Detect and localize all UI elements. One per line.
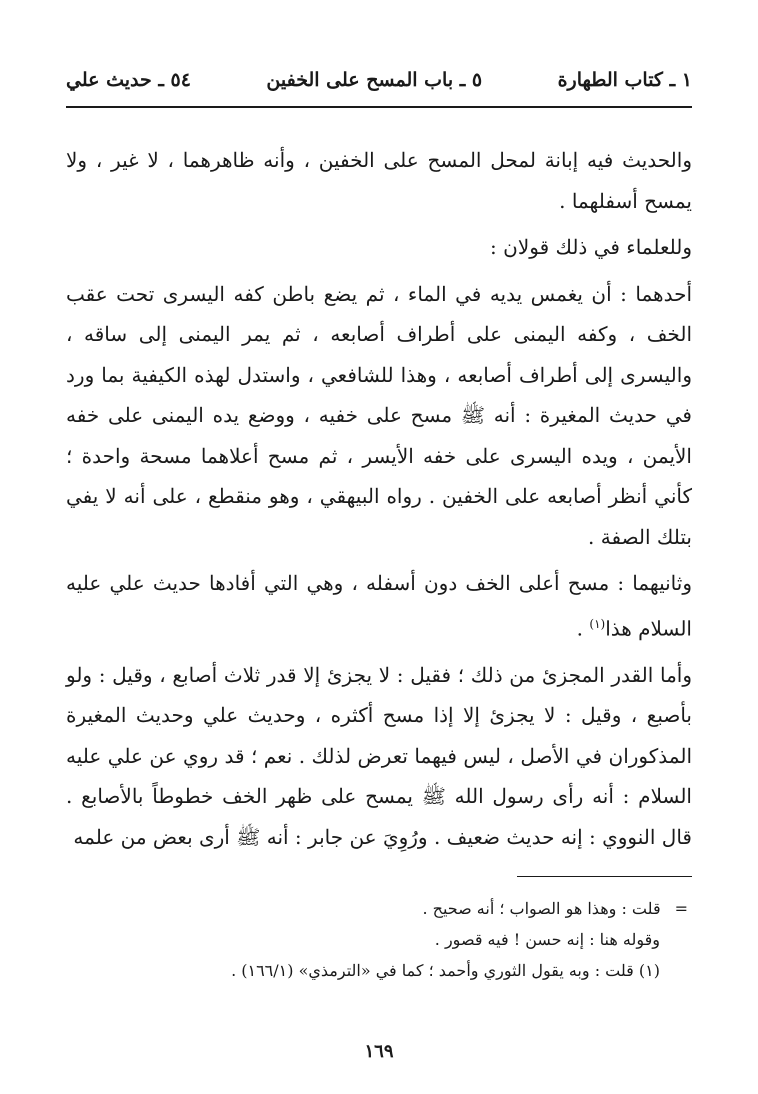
header-book-title: ١ ـ كتاب الطهارة [557, 69, 692, 91]
continuation-mark: = [674, 899, 688, 918]
paragraph-5: وأما القدر المجزئ من ذلك ؛ فقيل : لا يجزئ إلا قدر ثلاث أصابع ، وقيل : ولو بأصبع ، وقيل : لا يجزئ إلا إذا مسح أكثره ، وحديث علي وحديث المغيرة المذكوران في الأصل ، ليس فيهما تعرض لذلك . نعم ؛ قد روي عن علي عليه السلام : أنه رأى رسول الله ﷺ يمسح على ظهر الخف خطوطاً بالأصابع . قال النووي : إنه حديث ضعيف . ورُوِيَ عن جابر : أنه ﷺ أرى بعض من علمه [66, 662, 692, 849]
footnote-continuation-1 [66, 893, 688, 924]
paragraph-1: والحديث فيه إبانة لمحل المسح على الخفين ، وأنه ظاهرهما ، لا غير ، ولا يمسح أسفلهما . [66, 148, 692, 213]
footnote-continuation-2: وقوله هنا : إنه حسن ! فيه قصور . [434, 930, 660, 949]
paragraph-4 [66, 563, 692, 649]
footnote-1: (١) قلت : وبه يقول الثوري وأحمد ؛ كما في «الترمذي» (١٦٦/١) . [231, 961, 660, 980]
footnote-divider [517, 876, 692, 877]
footnotes [66, 893, 688, 986]
paragraph-4-text: وثانيهما : مسح أعلى الخف دون أسفله ، وهي التي أفادها حديث علي عليه السلام هذا [66, 571, 692, 641]
running-header [66, 62, 692, 98]
header-divider [66, 106, 692, 108]
footnote-continuation-1-text: قلت : وهذا هو الصواب ؛ أنه صحيح . [422, 899, 661, 918]
page-number: ١٦٩ [364, 1041, 394, 1062]
paragraph-2: وللعلماء في ذلك قولان : [490, 235, 692, 259]
paragraph-4-end: . [576, 616, 590, 641]
footnote-ref-1[interactable]: (١) [589, 616, 606, 631]
paragraph-3: أحدهما : أن يغمس يديه في الماء ، ثم يضع باطن كفه اليسرى تحت عقب الخف ، وكفه اليمنى على أطراف أصابعه ، ثم يمر اليمنى إلى ساقه ، واليسرى إلى أطراف أصابعه ، وهذا للشافعي ، واستدل لهذه الكيفية بما ورد في حديث المغيرة : أنه ﷺ مسح على خفيه ، ووضع يده اليمنى على خفه الأيمن ، ويده اليسرى على خفه الأيسر ، ثم مسح أعلاهما مسحة واحدة ؛ كأني أنظر أصابعه على الخفين . رواه البيهقي ، وهو منقطع ، على أنه لا يفي بتلك الصفة . [66, 281, 692, 549]
header-chapter-title: ٥ ـ باب المسح على الخفين [266, 69, 483, 91]
main-text [66, 140, 692, 863]
header-hadith-title: ٥٤ ـ حديث علي [66, 69, 191, 91]
